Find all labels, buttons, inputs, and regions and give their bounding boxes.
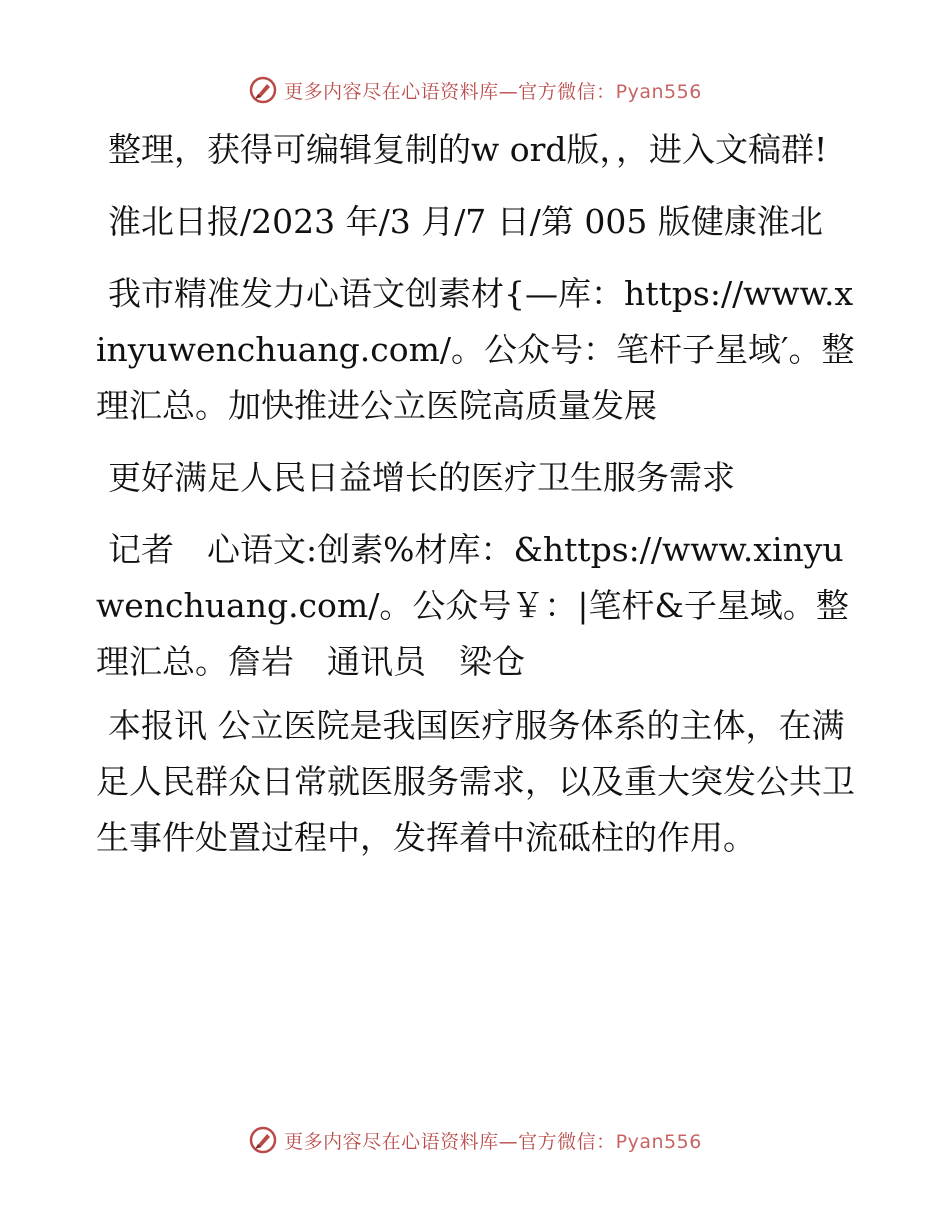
header-watermark [0, 73, 950, 107]
watermark-text: 更多内容尽在心语资料库—官方微信：Pyan556 [284, 1130, 702, 1153]
paragraph-intro: 整理，获得可编辑复制的w ord版，，进入文稿群! [108, 130, 828, 169]
paragraph-source: 淮北日报/2023 年/3 月/7 日/第 005 版健康淮北 [108, 202, 823, 241]
document-body [96, 122, 856, 882]
paragraph-body: 本报讯 公立医院是我国医疗服务体系的主体，在满足人民群众日常就医服务需求，以及重大突发公共卫生事件处置过程中，发挥着中流砥柱的作用。 [96, 706, 855, 857]
paragraph-byline: 记者 心语文:创素%材库：&https://www.xinyuwenchuang.com/。公众号￥：|笔杆&子星域。整理汇总。詹岩 通讯员 梁仓 [96, 530, 849, 681]
paragraph-subheadline: 更好满足人民日益增长的医疗卫生服务需求 [108, 458, 735, 497]
pen-nib-logo-icon [248, 1125, 278, 1155]
watermark-text: 更多内容尽在心语资料库—官方微信：Pyan556 [284, 80, 702, 103]
pen-nib-logo-icon [248, 75, 278, 105]
paragraph-headline: 我市精准发力心语文创素材{—库：https://www.xinyuwenchuang.com/。公众号：笔杆子星域′。整理汇总。加快推进公立医院高质量发展 [96, 274, 855, 425]
footer-watermark [0, 1123, 950, 1157]
